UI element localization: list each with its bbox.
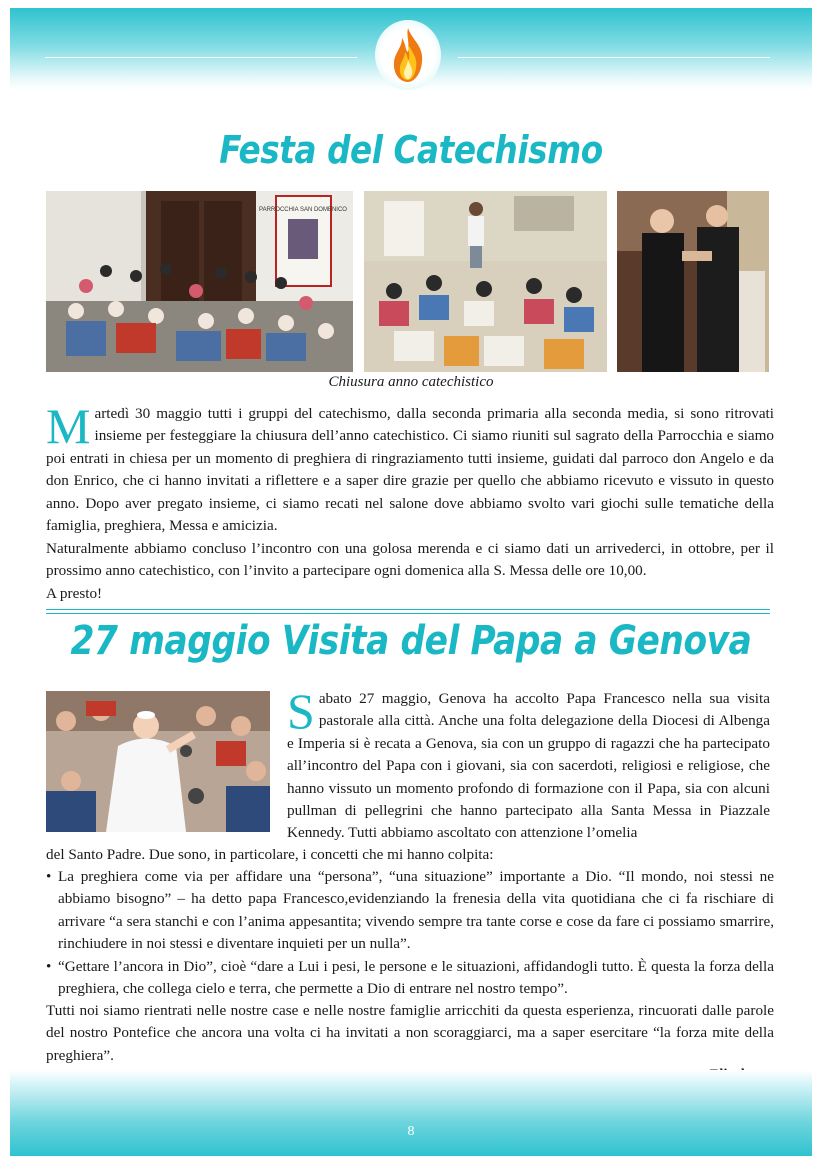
article1-closing: A presto! [46, 585, 103, 602]
bullet-icon: • [46, 957, 52, 975]
photo-group-church [46, 191, 353, 372]
article1-paragraph2: Naturalmente abbiamo concluso l’incontro con una golosa merenda e ci siamo dati un arrivederci, in ottobre, per il prossimo anno catechistico, con l’invito a partecipare ogni domenica alla S. Messa delle ore 10,00. [46, 540, 774, 580]
article2-bullet-list [46, 866, 774, 1000]
list-item: • La preghiera come via per affidare una “persona”, “una situazione” importante a Dio. “Il mondo, noi stessi ne abbiamo bisogno” – ha detto papa Francesco,evidenziando la frenesia della vita quotidiana che ci fa rischiare di arrivare “a sera stanchi e con l’anima appesantita; vivendo sempre tra tante corse e cose da fare ci possiamo smarrire, rinchiudere in noi stessi e diventare inquieti per un nulla”. [46, 868, 774, 953]
article2-title: 27 maggio Visita del Papa a Genova [70, 618, 752, 664]
banner-text: PARROCCHIA SAN DOMENICO [259, 207, 347, 213]
bullet-icon: • [46, 868, 52, 885]
header-line-left [45, 57, 357, 58]
article2-paragraph1: Sabato 27 maggio, Genova ha accolto Papa Francesco nella sua visita pastorale alla città. Anche una folta delegazione della Diocesi di Albenga e Imperia si è recata a Genova, sia con un gruppo di ragazzi che ha partecipato all’incontro del Papa con i giovani, sia con sacerdoti, religiosi e religiose, che hanno vissuto un momento profondo di formazione con il Papa, sia con alcuni pullman di pellegrini che hanno partecipato alla Santa Messa in Piazzale Kennedy. Tutti abbiamo ascoltato con attenzione l’omelia [287, 683, 770, 842]
header-line-right [458, 57, 770, 58]
dropcap-s: S [287, 683, 315, 739]
article2-paragraph2: Tutti noi siamo rientrati nelle nostre case e nelle nostre famiglie arricchiti da questa esperienza, rincuorati dalle parole del nostro Pontefice che ancora una volta ci ha invitati a non scoraggiarci, ma a saper esercitare “la forza mite della preghiera”. [46, 1002, 774, 1064]
photo-priests [617, 191, 769, 372]
article1-paragraph1: Martedì 30 maggio tutti i gruppi del catechismo, dalla seconda primaria alla seconda media, si sono ritrovati insieme per festeggiare la chiusura dell’anno catechistico. Ci siamo riuniti sul sagrato della Parrocchia e siamo poi entrati in chiesa per un momento di preghiera di ringraziamento tutti insieme, guidati dal parroco don Angelo e da don Enrico, che ci hanno invitati a riflettere e a saper dire grazie per quello che abbiamo ricevuto e vissuto in questo anno. Dopo aver pregato insieme, ci siamo recati nel salone dove abbiamo svolto vari giochi sulle tematiche della famiglia, preghiera, Messa e amicizia. [46, 398, 774, 535]
photo-pope-crowd [46, 691, 270, 832]
list-item: • “Gettare l’ancora in Dio”, cioè “dare a Lui i pesi, le persone e le situazioni, affidandogli tutto. È questa la forza della preghiera, che collega cielo e terra, che permette a Dio di entrare nel nostro tempo”. [46, 957, 774, 998]
footer-band [10, 1070, 812, 1156]
section-divider [46, 609, 770, 614]
page-number: 8 [407, 1124, 415, 1139]
article2-paragraph1-cont: del Santo Padre. Due sono, in particolare, i concetti che mi hanno colpita: [46, 846, 494, 863]
flame-icon [388, 26, 428, 84]
photo-children-hall [364, 191, 607, 372]
article1-title: Festa del Catechismo [219, 128, 603, 172]
dropcap-m: M [46, 398, 91, 454]
flame-logo [375, 20, 441, 90]
photo-caption: Chiusura anno catechistico [328, 374, 494, 390]
